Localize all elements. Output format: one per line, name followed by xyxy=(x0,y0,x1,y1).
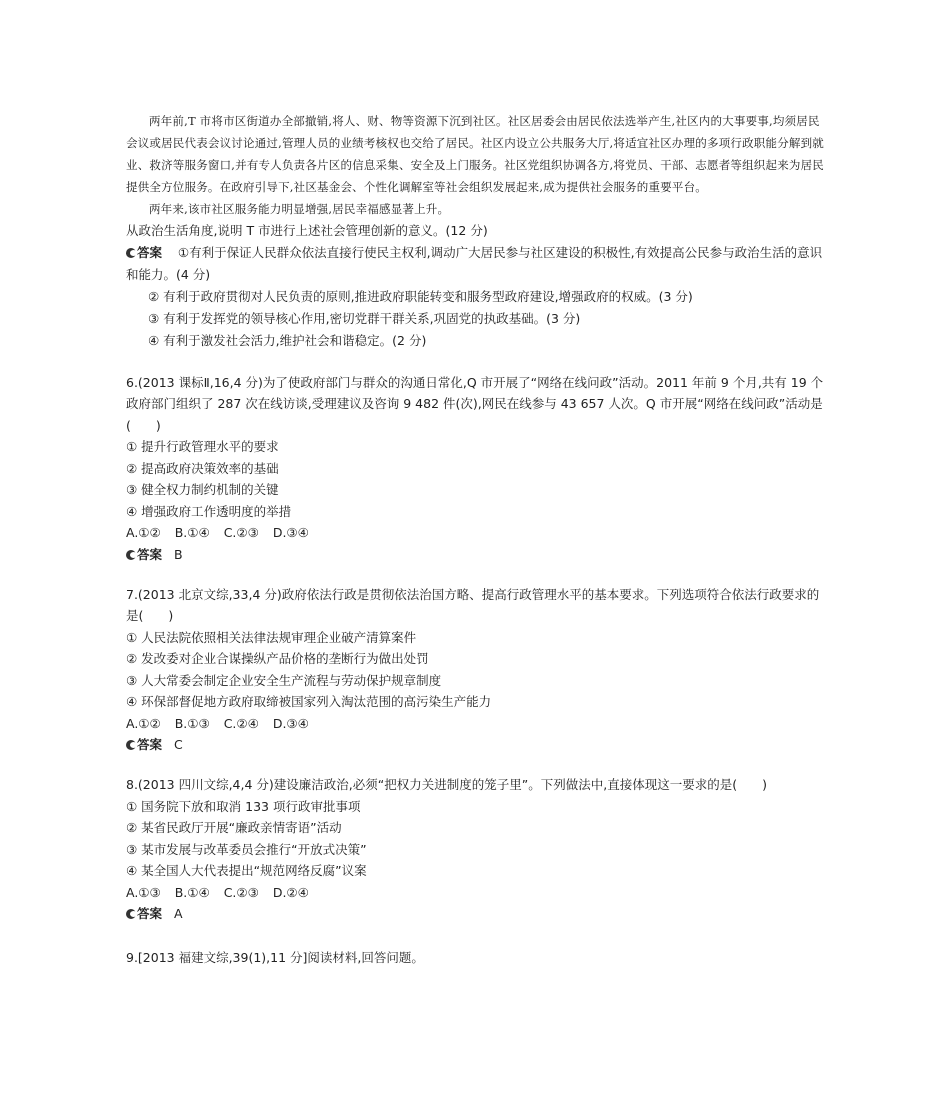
answer-5-point-4: ④ 有利于激发社会活力,维护社会和谐稳定。(2 分) xyxy=(148,332,427,348)
answer-icon xyxy=(126,550,136,560)
answer-label: 答案 xyxy=(137,737,163,752)
answer-8 xyxy=(126,903,826,925)
option-d: D.②④ xyxy=(272,884,309,900)
answer-6-value: B xyxy=(173,546,183,562)
question-8-options xyxy=(126,882,826,904)
answer-5-point-3: ③ 有利于发挥党的领导核心作用,密切党群干群关系,巩固党的执政基础。(3 分) xyxy=(148,310,581,326)
answer-5 xyxy=(126,242,826,286)
answer-7 xyxy=(126,734,826,756)
option-d: D.③④ xyxy=(272,525,309,540)
question-5: 从政治生活角度,说明 T 市进行上述社会管理创新的意义。(12 分) xyxy=(126,223,488,238)
question-8-stem: 8.(2013 四川文综,4,4 分)建设廉洁政治,必须“把权力关进制度的笼子里”。下列做法中,直接体现这一要求的是( ) xyxy=(126,777,767,792)
answer-5-point-2: ② 有利于政府贯彻对人民负责的原则,推进政府职能转变和服务型政府建设,增强政府的权威。(3 分) xyxy=(148,288,693,304)
option-d: D.③④ xyxy=(272,715,309,731)
question-8-item-3: ③ 某市发展与改革委员会推行“开放式决策” xyxy=(126,841,367,857)
question-6-stem: 6.(2013 课标Ⅱ,16,4 分)为了使政府部门与群众的沟通日常化,Q 市开展了“网络在线问政”活动。2011 年前 9 个月,共有 19 个政府部门组织了 287 次在线访谈,受理建议及咨询 9 482 件(次),网民在线参与 43 657 人次。Q 市开展“网络在线问政”活动是( ) xyxy=(126,374,824,433)
question-8-item-4: ④ 某全国人大代表提出“规范网络反腐”议案 xyxy=(126,863,367,878)
question-6-item-4: ④ 增强政府工作透明度的举措 xyxy=(126,503,292,519)
option-b: B.①④ xyxy=(174,525,210,540)
answer-icon xyxy=(126,248,136,258)
question-7-item-3: ③ 人大常委会制定企业安全生产流程与劳动保护规章制度 xyxy=(126,672,442,688)
question-7-stem: 7.(2013 北京文综,33,4 分)政府依法行政是贯彻依法治国方略、提高行政管理水平的基本要求。下列选项符合依法行政要求的是( ) xyxy=(126,586,820,623)
option-c: C.②③ xyxy=(223,525,259,540)
question-7-item-2: ② 发改委对企业合谋操纵产品价格的垄断行为做出处罚 xyxy=(126,651,429,666)
question-7-options xyxy=(126,713,826,735)
material-paragraph-2: 两年来,该市社区服务能力明显增强,居民幸福感显著上升。 xyxy=(149,202,450,216)
option-c: C.②④ xyxy=(223,715,259,731)
question-6-options xyxy=(126,522,826,544)
question-6-item-3: ③ 健全权力制约机制的关键 xyxy=(126,482,279,497)
question-9-stem: 9.[2013 福建文综,39(1),11 分]阅读材料,回答问题。 xyxy=(126,950,424,965)
question-7-item-4: ④ 环保部督促地方政府取缔被国家列入淘汰范围的高污染生产能力 xyxy=(126,694,492,709)
answer-7-value: C xyxy=(173,737,183,752)
option-a: A.①② xyxy=(126,715,161,731)
answer-6 xyxy=(126,544,826,566)
question-8 xyxy=(126,774,826,925)
answer-icon xyxy=(126,909,136,919)
option-a: A.①③ xyxy=(126,884,161,900)
question-6 xyxy=(126,372,826,566)
answer-label: 答案 xyxy=(137,244,163,260)
answer-8-value: A xyxy=(173,906,183,921)
question-8-item-1: ① 国务院下放和取消 133 项行政审批事项 xyxy=(126,798,361,814)
answer-label: 答案 xyxy=(137,906,163,921)
option-a: A.①② xyxy=(126,525,161,540)
question-8-item-2: ② 某省民政厅开展“廉政亲情寄语”活动 xyxy=(126,820,342,835)
answer-icon xyxy=(126,740,136,750)
question-6-item-1: ① 提升行政管理水平的要求 xyxy=(126,439,279,454)
answer-label: 答案 xyxy=(137,546,163,562)
material-text xyxy=(126,110,826,220)
option-b: B.①④ xyxy=(174,884,210,900)
answer-5-point-1: ①有利于保证人民群众依法直接行使民主权利,调动广大居民参与社区建设的积极性,有效提高公民参与政治生活的意识和能力。(4 分) xyxy=(126,244,823,282)
question-9 xyxy=(126,947,826,969)
question-7-item-1: ① 人民法院依照相关法律法规审理企业破产清算案件 xyxy=(126,629,417,645)
option-c: C.②③ xyxy=(223,884,259,900)
option-b: B.①③ xyxy=(174,715,210,731)
document-page xyxy=(126,110,826,969)
question-7 xyxy=(126,584,826,757)
material-paragraph-1: 两年前,T 市将市区街道办全部撤销,将人、财、物等资源下沉到社区。社区居委会由居民依法选举产生,社区内的大事要事,均须居民会议或居民代表会议讨论通过,管理人员的业绩考核权也交给了居民。社区内设立公共服务大厅,将适宜社区办理的多项行政职能分解到就业、救济等服务窗口,并有专人负责各片区的信息采集、安全及上门服务。社区党组织协调各方,将党员、干部、志愿者等组织起来为居民提供全方位服务。在政府引导下,社区基金会、个性化调解室等社会组织发展起来,成为提供社会服务的重要平台。 xyxy=(126,114,825,194)
question-6-item-2: ② 提高政府决策效率的基础 xyxy=(126,460,279,476)
